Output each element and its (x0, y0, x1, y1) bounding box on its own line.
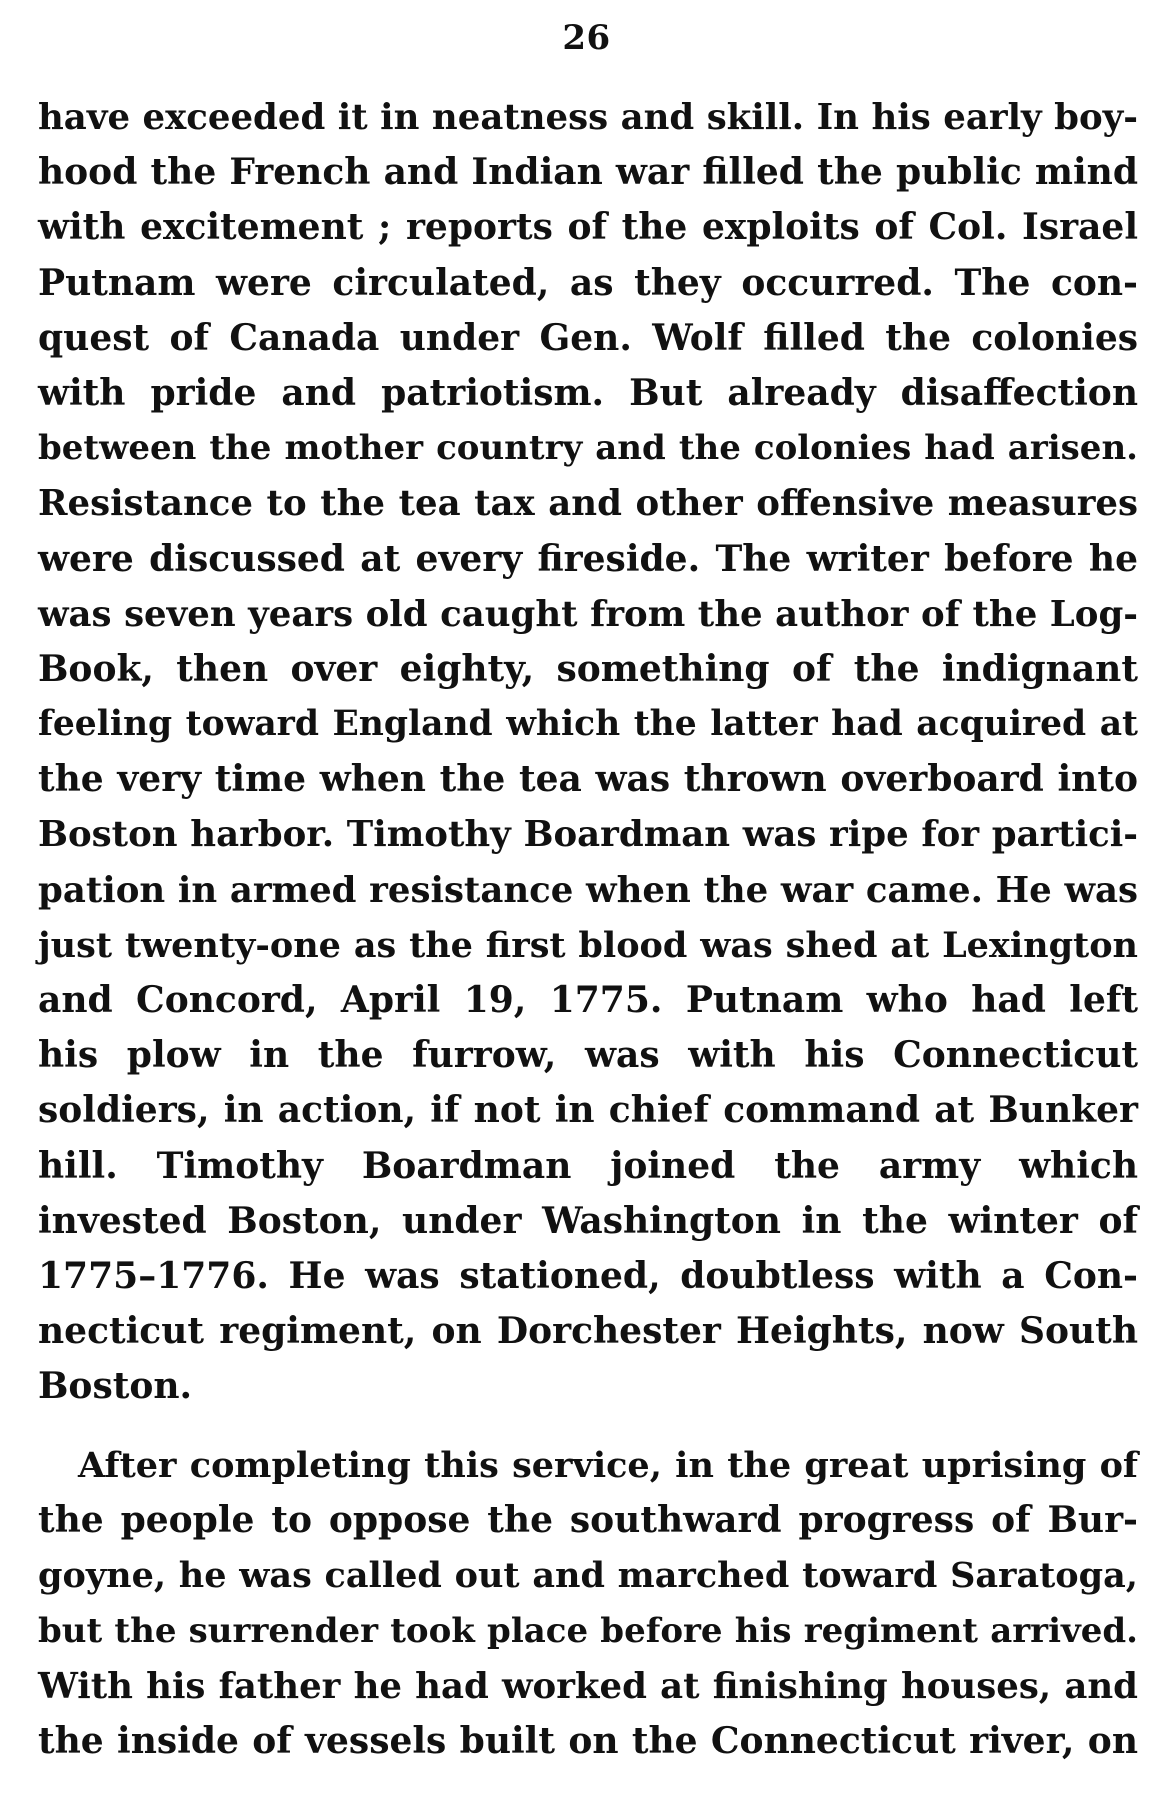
text-line: Putnam were circulated, as they occurred. The con- (38, 261, 1138, 304)
text-line: Resistance to the tea tax and other offensive measures (38, 483, 1138, 525)
text-line: just twenty-one as the first blood was shed at Lexington (38, 924, 1138, 966)
text-line: between the mother country and the colonies had arisen. (38, 428, 1138, 469)
text-line: Book, then over eighty, something of the indignant (38, 647, 1138, 690)
text-line: necticut regiment, on Dorchester Heights, now South (38, 1310, 1138, 1353)
text-line: feeling toward England which the latter had acquired at (38, 704, 1138, 745)
text-line: his plow in the furrow, was with his Connecticut (38, 1034, 1138, 1077)
text-line: 1775–1776. He was stationed, doubtless with a Con- (38, 1254, 1138, 1297)
text-line: pation in armed resistance when the war came. He was (38, 869, 1138, 911)
page-number: 26 (562, 18, 611, 58)
text-line: and Concord, April 19, 1775. Putnam who had left (38, 979, 1138, 1021)
text-line: but the surrender took place before his regiment arrived. (38, 1610, 1138, 1651)
text-line: was seven years old caught from the author of the Log- (38, 593, 1138, 635)
text-line: soldiers, in action, if not in chief command at Bunker (38, 1089, 1138, 1132)
text-line: have exceeded it in neatness and skill. In his early boy- (38, 97, 1138, 138)
text-line: invested Boston, under Washington in the winter of (38, 1199, 1138, 1242)
text-line: goyne, he was called out and marched toward Saratoga, (38, 1555, 1138, 1597)
text-line: After completing this service, in the great uprising of (78, 1445, 1138, 1486)
text-line: Boston. (38, 1365, 193, 1408)
text-line: the inside of vessels built on the Connecticut river, on (38, 1719, 1138, 1762)
text-line: with pride and patriotism. But already disaffection (38, 371, 1138, 414)
text-line: the people to oppose the southward progress of Bur- (38, 1499, 1138, 1542)
text-line: quest of Canada under Gen. Wolf filled the colonies (38, 316, 1138, 359)
text-line: were discussed at every fireside. The writer before he (38, 537, 1138, 580)
text-line: hood the French and Indian war filled the public mind (38, 151, 1138, 194)
text-line: hill. Timothy Boardman joined the army which (38, 1144, 1138, 1187)
text-line: the very time when the tea was thrown overboard into (38, 758, 1138, 801)
text-line: With his father he had worked at finishing houses, and (38, 1665, 1138, 1707)
text-line: Boston harbor. Timothy Boardman was ripe for partici- (38, 814, 1138, 856)
text-line: with excitement ; reports of the exploits of Col. Israel (38, 206, 1138, 249)
paragraph-2 (38, 1438, 1138, 1769)
paragraph-1 (38, 90, 1138, 1415)
